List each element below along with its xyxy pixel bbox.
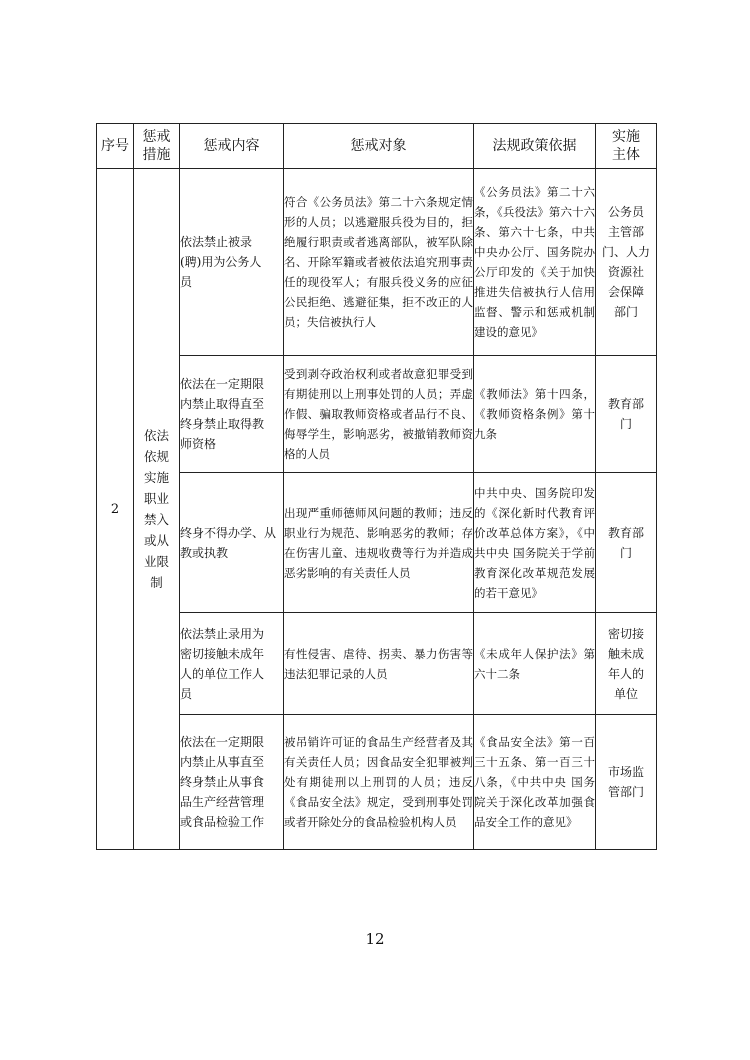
basis-cell: 《未成年人保护法》第六十二条 <box>474 613 596 715</box>
table-row <box>97 715 657 850</box>
basis-cell: 《公务员法》第二十六条，《兵役法》第六十六条、第六十七条，中共中央办公厅、国务院办公厅印发的《关于加快推进失信被执行人信用监督、警示和惩戒机制建设的意见》 <box>474 169 596 356</box>
header-target: 惩戒对象 <box>284 124 474 169</box>
header-content: 惩戒内容 <box>180 124 284 169</box>
subject-cell: 市场监 管部门 <box>596 715 657 850</box>
header-basis: 法规政策依据 <box>474 124 596 169</box>
content-cell: 依法禁止录用为 密切接触未成年 人的单位工作人 员 <box>180 613 284 715</box>
header-subject: 实施 主体 <box>596 124 657 169</box>
basis-cell: 中共中央、国务院印发的《深化新时代教育评价改革总体方案》，《中共中央 国务院关于学前教育深化改革规范发展的若干意见》 <box>474 473 596 613</box>
seq-cell: 2 <box>97 169 134 850</box>
target-cell: 有性侵害、虐待、拐卖、暴力伤害等违法犯罪记录的人员 <box>284 613 474 715</box>
measure-cell: 依法 依规 实施 职业 禁入 或从 业限 制 <box>134 169 180 850</box>
subject-cell: 公务员 主管部 门、人力 资源社 会保障 部门 <box>596 169 657 356</box>
basis-cell: 《食品安全法》第一百三十五条、第一百三十八条，《中共中央 国务院关于深化改革加强食品安全工作的意见》 <box>474 715 596 850</box>
table-header-row <box>97 124 657 169</box>
header-seq: 序号 <box>97 124 134 169</box>
subject-cell: 教育部 门 <box>596 356 657 473</box>
table-row <box>97 356 657 473</box>
header-measure: 惩戒 措施 <box>134 124 180 169</box>
content-cell: 依法在一定期限 内禁止从事直至 终身禁止从事食 品生产经营管理 或食品检验工作 <box>180 715 284 850</box>
basis-cell: 《教师法》第十四条，《教师资格条例》第十九条 <box>474 356 596 473</box>
table-row <box>97 473 657 613</box>
table-row <box>97 169 657 356</box>
subject-cell: 教育部 门 <box>596 473 657 613</box>
page-number: 12 <box>365 930 385 948</box>
table-row <box>97 613 657 715</box>
punishment-table <box>96 123 657 850</box>
target-cell: 被吊销许可证的食品生产经营者及其有关责任人员；因食品安全犯罪被判处有期徒刑以上刑罚的人员；违反《食品安全法》规定，受到刑事处罚或者开除处分的食品检验机构人员 <box>284 715 474 850</box>
content-cell: 依法禁止被录 (聘)用为公务人 员 <box>180 169 284 356</box>
content-cell: 终身不得办学、从 教或执教 <box>180 473 284 613</box>
target-cell: 符合《公务员法》第二十六条规定情形的人员；以逃避服兵役为目的，拒绝履行职责或者逃离部队，被军队除名、开除军籍或者被依法追究刑事责任的现役军人；有服兵役义务的应征公民拒绝、逃避征集，拒不改正的人员；失信被执行人 <box>284 169 474 356</box>
content-cell: 依法在一定期限 内禁止取得直至 终身禁止取得教 师资格 <box>180 356 284 473</box>
target-cell: 出现严重师德师风问题的教师；违反职业行为规范、影响恶劣的教师；存在伤害儿童、违规收费等行为并造成恶劣影响的有关责任人员 <box>284 473 474 613</box>
subject-cell: 密切接 触未成 年人的 单位 <box>596 613 657 715</box>
target-cell: 受到剥夺政治权利或者故意犯罪受到有期徒刑以上刑事处罚的人员；弄虚作假、骗取教师资格或者品行不良、侮辱学生，影响恶劣，被撤销教师资格的人员 <box>284 356 474 473</box>
